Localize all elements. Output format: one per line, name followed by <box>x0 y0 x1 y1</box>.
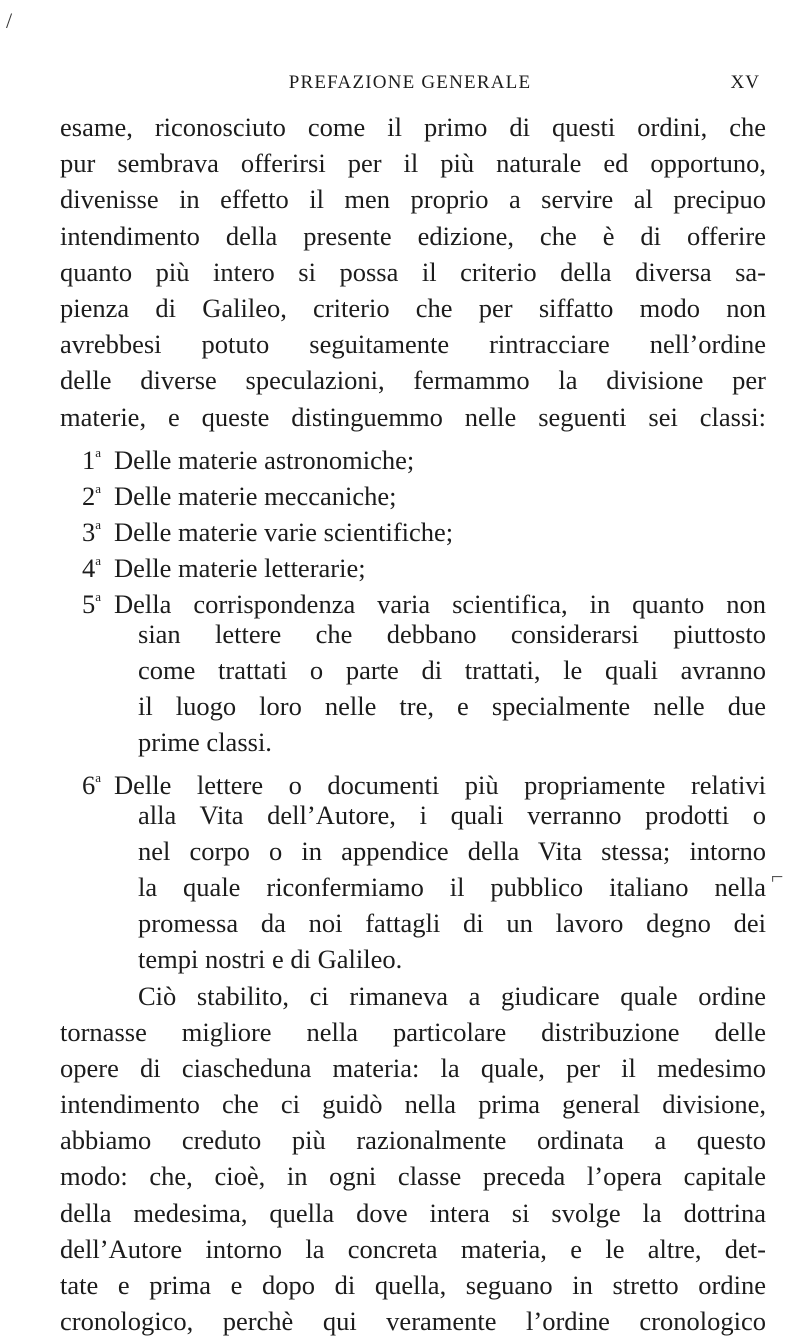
text-line: tornasse migliore nella particolare distribuzione delle <box>60 1016 766 1047</box>
page-number: XV <box>730 72 760 93</box>
list-item <box>60 471 766 511</box>
text-line: della medesima, quella dove intera si svolge la dottrina <box>60 1197 766 1228</box>
list-item-number: 2$^a$ <box>82 480 102 511</box>
list-item-continuation: la quale riconfermiamo il pubblico italiano nella <box>138 871 766 902</box>
list-item <box>60 507 766 548</box>
list-item-continuation: tempi nostri e di Galileo. <box>138 944 403 975</box>
list-item-number: 4$^a$ <box>82 553 102 584</box>
list-item-continuation: prime classi. <box>138 727 272 758</box>
list-item-text: Delle materie meccaniche; <box>114 480 397 511</box>
text-line: esame, riconosciuto come il primo di questi ordini, che <box>60 112 766 142</box>
text-line: divenisse in effetto il men proprio a servire al precipuo <box>60 184 766 215</box>
text-line: delle diverse speculazioni, fermammo la divisione per <box>60 365 766 396</box>
text-line: cronologico, perchè qui veramente l’ordine cronologico <box>60 1306 766 1337</box>
list-item-continuation: come trattati o parte di trattati, le quali avranno <box>138 654 766 685</box>
list-item <box>60 435 766 475</box>
text-line: dell’Autore intorno la concreta materia, e le altre, det- <box>60 1233 766 1264</box>
list-item-number: 1$^a$ <box>82 444 102 475</box>
text-line: pienza di Galileo, criterio che per siffatto modo non <box>60 292 766 323</box>
list-item-text: Delle lettere o documenti più propriamente relativi <box>114 770 766 801</box>
list-item-continuation: sian lettere che debbano considerarsi piuttosto <box>138 618 766 649</box>
list-item-continuation: il luogo loro nelle tre, e specialmente nelle due <box>138 691 766 721</box>
text-line: modo: che, cioè, in ogni classe preceda l’opera capitale <box>60 1161 766 1192</box>
text-line: tate e prima e dopo di quella, seguano in stretto ordine <box>60 1270 766 1300</box>
body-text <box>60 109 766 1339</box>
text-line: materie, e queste distinguemmo nelle seguenti sei classi: <box>60 401 766 432</box>
list-item-text: Delle materie letterarie; <box>114 553 366 584</box>
list-item-text: Delle materie astronomiche; <box>114 444 415 475</box>
list-item-continuation: nel corpo o in appendice della Vita stessa; intorno <box>138 835 766 866</box>
paragraph-first-line: Ciò stabilito, ci rimaneva a giudicare quale ordine <box>138 980 766 1011</box>
page-header <box>60 64 760 94</box>
list-item <box>60 579 766 620</box>
margin-mark: ⌐ <box>771 864 784 889</box>
text-line: pur sembrava offerirsi per il più naturale ed opportuno, <box>60 148 766 179</box>
text-line: intendimento della presente edizione, che è di offerire <box>60 220 766 251</box>
text-line: opere di ciascheduna materia: la quale, per il medesimo <box>60 1052 766 1083</box>
list-item-number: 6$^a$ <box>82 770 102 801</box>
text-line: intendimento che ci guidò nella prima general divisione, <box>60 1089 766 1120</box>
list-item-number: 5$^a$ <box>82 589 102 620</box>
corner-mark: / <box>6 8 13 33</box>
list-item <box>60 760 766 801</box>
list-item-number: 3$^a$ <box>82 517 102 548</box>
text-line: abbiamo creduto più razionalmente ordinata a questo <box>60 1125 766 1156</box>
text-line: quanto più intero si possa il criterio della diversa sa- <box>60 256 766 287</box>
text-line: avrebbesi potuto seguitamente rintracciare nell’ordine <box>60 329 766 360</box>
running-title: PREFAZIONE GENERALE <box>288 72 532 93</box>
list-item-continuation: alla Vita dell’Autore, i quali verranno prodotti o <box>138 799 766 830</box>
list-item-continuation: promessa da noi fattagli di un lavoro degno dei <box>138 908 766 939</box>
list-item-text: Delle materie varie scientifiche; <box>114 517 454 548</box>
list-item-text: Della corrispondenza varia scientifica, in quanto non <box>114 589 766 620</box>
list-item <box>60 543 766 584</box>
